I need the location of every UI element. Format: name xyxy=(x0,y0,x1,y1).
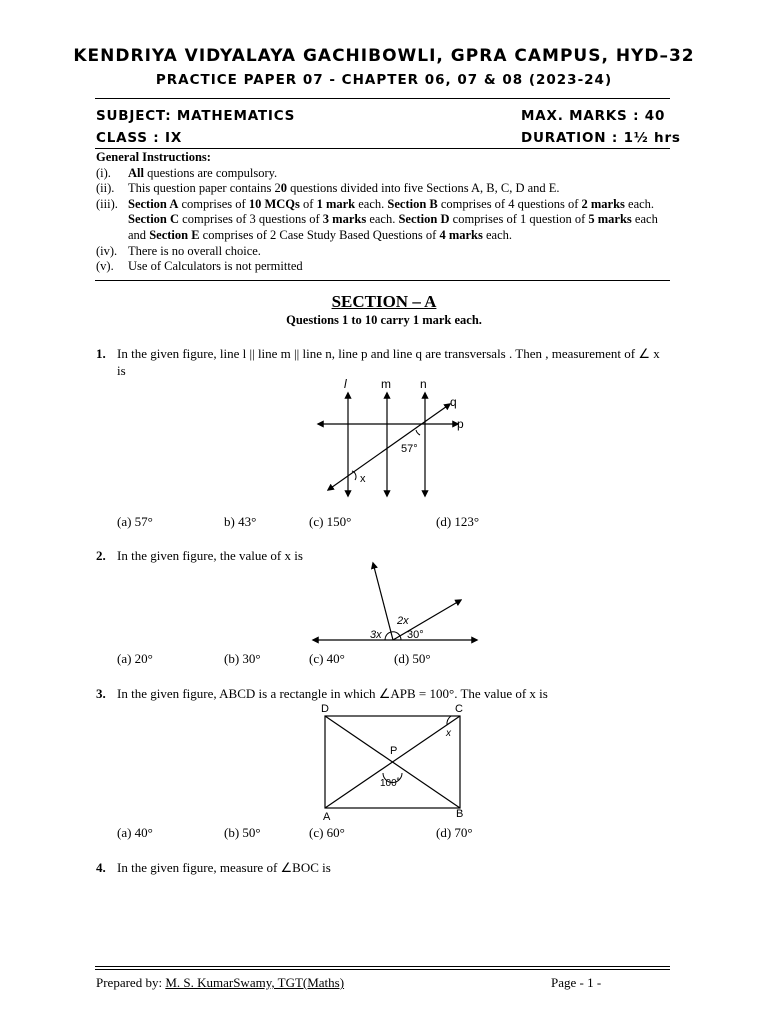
label-n: n xyxy=(420,377,427,391)
label-l: l xyxy=(344,377,347,391)
paper-title: PRACTICE PAPER 07 - CHAPTER 06, 07 & 08 (2023-24) xyxy=(155,72,613,88)
instructions-list xyxy=(96,166,670,275)
question-1 xyxy=(96,345,670,379)
header-rule-top xyxy=(95,98,670,99)
label-x: x xyxy=(360,473,366,485)
label-x: x xyxy=(446,728,451,739)
q2-option-b[interactable]: (b) 30° xyxy=(224,651,261,666)
prepared-label: Prepared by: xyxy=(96,975,163,990)
general-instructions xyxy=(96,150,670,275)
label-C: C xyxy=(455,703,463,715)
q1-option-b[interactable]: b) 43° xyxy=(224,514,257,529)
figure-angles-on-line xyxy=(305,558,485,648)
instruction-item xyxy=(96,259,670,275)
figure-rectangle-abcd xyxy=(315,700,475,824)
question-number: 4. xyxy=(96,860,106,875)
q2-option-c[interactable]: (c) 40° xyxy=(309,651,345,666)
school-title: KENDRIYA VIDYALAYA GACHIBOWLI, GPRA CAMPUS, HYD–32 xyxy=(73,46,695,66)
label-D: D xyxy=(321,703,329,715)
class-label: CLASS : IX xyxy=(96,130,183,146)
label-m: m xyxy=(381,377,391,391)
q3-option-d[interactable]: (d) 70° xyxy=(436,825,473,840)
instructions-title: General Instructions: xyxy=(96,150,211,164)
max-marks-label: MAX. MARKS : 40 xyxy=(521,108,666,124)
page-number: Page - 1 - xyxy=(551,975,602,990)
instruction-item xyxy=(96,244,670,260)
question-text: In the given figure, measure of ∠BOC is xyxy=(117,860,331,875)
label-B: B xyxy=(456,808,464,820)
label-A: A xyxy=(323,811,331,823)
question-4 xyxy=(96,859,670,876)
duration-label: DURATION : 1½ hrs xyxy=(521,130,681,146)
q2-option-d[interactable]: (d) 50° xyxy=(394,651,431,666)
q1-option-a[interactable]: (a) 57° xyxy=(117,514,153,529)
section-subtitle: Questions 1 to 10 carry 1 mark each. xyxy=(286,313,482,327)
instruction-number: (ii). xyxy=(96,181,115,196)
instruction-text: Use of Calculators is not permitted xyxy=(128,259,303,274)
instruction-number: (i). xyxy=(96,165,111,180)
instruction-item xyxy=(96,197,670,244)
q3-option-b[interactable]: (b) 50° xyxy=(224,825,261,840)
label-P: P xyxy=(390,745,398,757)
footer-rule-2 xyxy=(95,969,670,970)
instruction-item xyxy=(96,181,670,197)
q2-option-a[interactable]: (a) 20° xyxy=(117,651,153,666)
label-q: q xyxy=(450,395,457,409)
label-3x: 3x xyxy=(370,629,382,641)
instructions-rule xyxy=(95,280,670,281)
q1-option-d[interactable]: (d) 123° xyxy=(436,514,480,529)
q1-option-c[interactable]: (c) 150° xyxy=(309,514,352,529)
label-2x: 2x xyxy=(397,615,409,627)
subject-label: SUBJECT: MATHEMATICS xyxy=(96,108,296,124)
question-number: 1. xyxy=(96,346,106,361)
instruction-text: This question paper contains 20 questions divided into five Sections A, B, C, D and E. xyxy=(128,181,560,196)
footer-rule-1 xyxy=(95,966,670,967)
question-number: 3. xyxy=(96,686,106,701)
label-30: 30° xyxy=(407,629,424,641)
instruction-number: (iv). xyxy=(96,243,118,258)
instruction-text: There is no overall choice. xyxy=(128,243,261,258)
instruction-number: (iii). xyxy=(96,196,118,211)
q3-option-c[interactable]: (c) 60° xyxy=(309,825,345,840)
question-text: In the given figure, ABCD is a rectangle in which ∠APB = 100°. The value of x is xyxy=(117,686,548,701)
label-p: p xyxy=(457,417,464,431)
footer-prepared-by xyxy=(96,975,344,991)
section-title: SECTION – A xyxy=(331,292,437,311)
question-number: 2. xyxy=(96,548,106,563)
instruction-number: (v). xyxy=(96,259,114,274)
figure-parallel-lines xyxy=(310,376,470,506)
header-rule-bottom xyxy=(95,148,670,149)
prepared-name: M. S. KumarSwamy, TGT(Maths) xyxy=(165,975,345,990)
label-angle-57: 57° xyxy=(401,443,418,455)
instruction-text: All questions are compulsory. xyxy=(128,165,278,180)
instruction-text: Section A comprises of 10 MCQs of 1 mark each. Section B comprises of 4 questions of 2 marks each. Section C comprises of 3 questions of 3 marks each. Section D comprises of 1 question of 5 marks each and Section E comprises of 2 Case Study Based Questions of 4 marks each. xyxy=(128,196,658,242)
label-angle-100: 100˚ xyxy=(380,778,401,789)
q3-option-a[interactable]: (a) 40° xyxy=(117,825,153,840)
question-text: In the given figure, the value of x is xyxy=(117,548,303,563)
instruction-item xyxy=(96,166,670,182)
question-text: In the given figure, line l || line m || line n, line p and line q are transversals . Then , measurement of ∠ x is xyxy=(117,346,660,378)
